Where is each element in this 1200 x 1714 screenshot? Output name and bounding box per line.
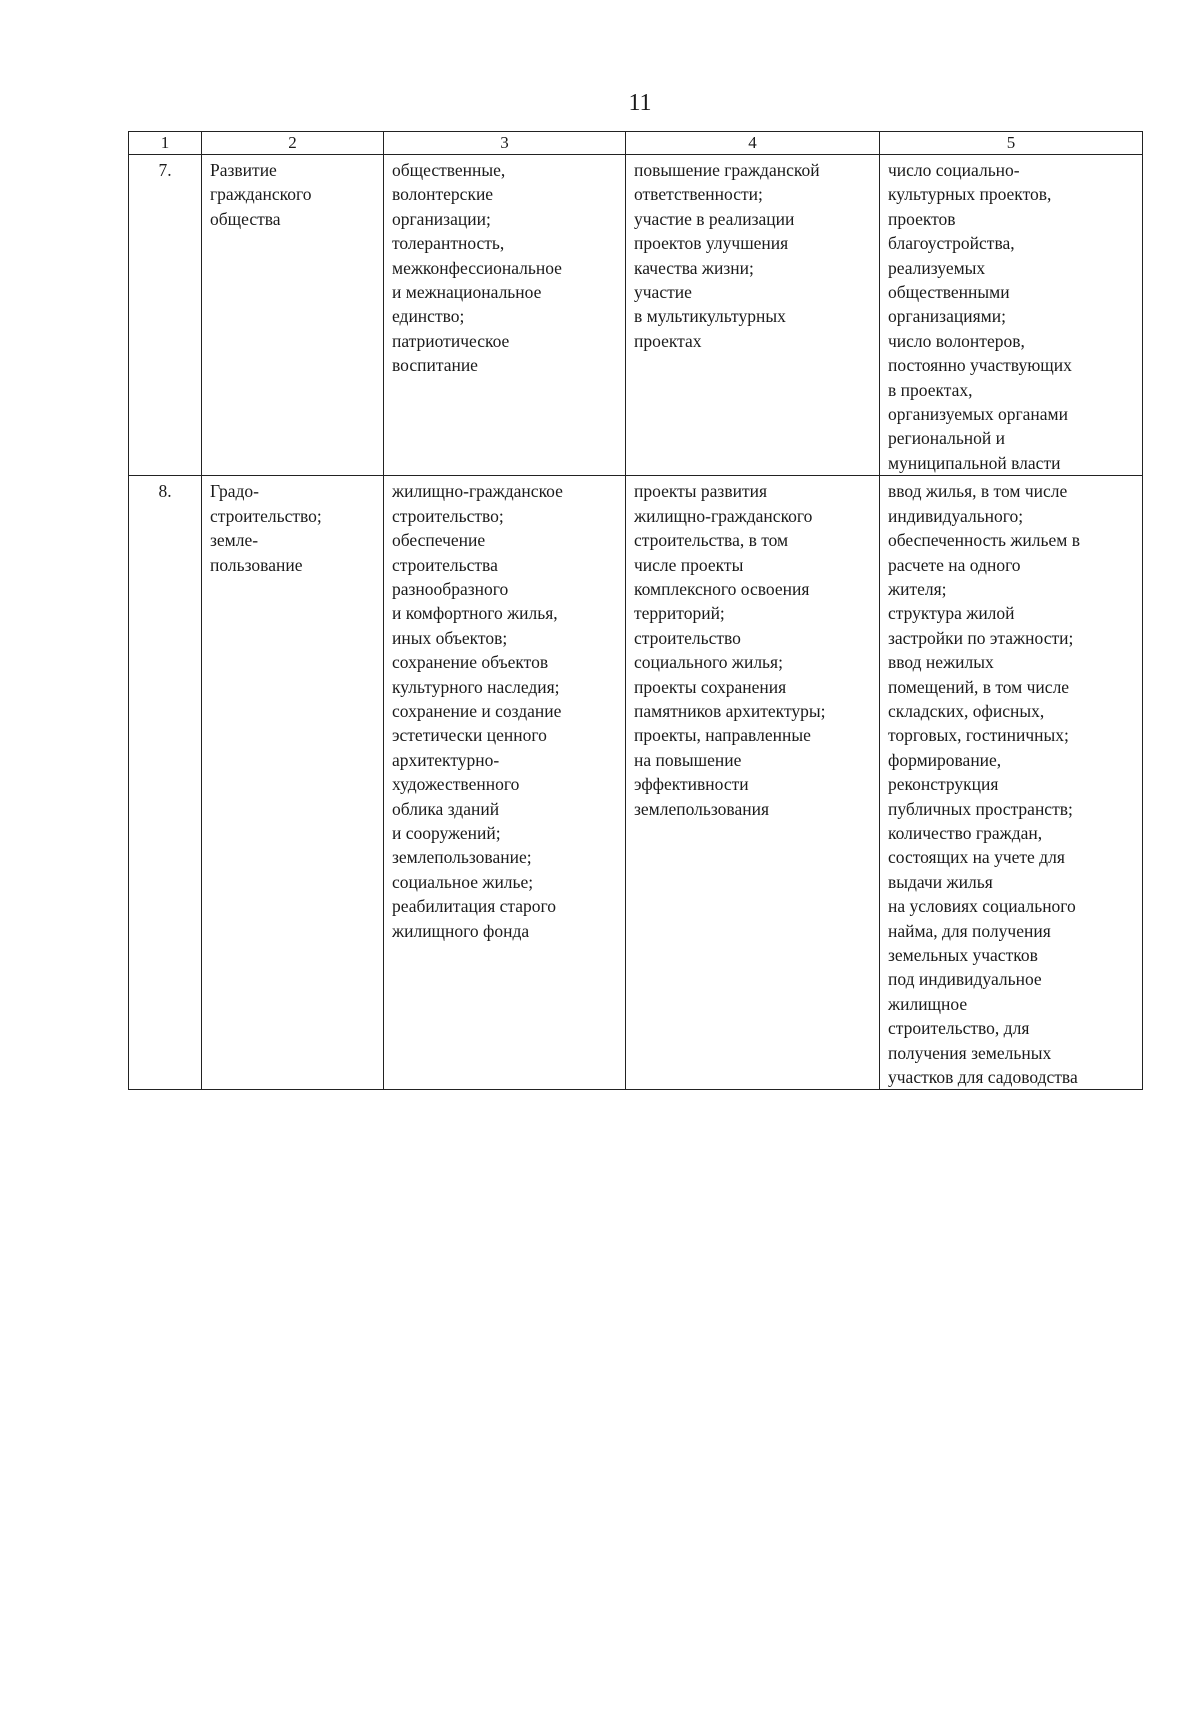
cell-text-line: обеспеченность жильем в — [888, 530, 1080, 551]
cell-text-line: проекты сохранения — [634, 676, 787, 697]
cell-text-line: публичных пространств; — [888, 798, 1073, 819]
cell-text-line: реализуемых — [888, 257, 986, 278]
cell-text-line: социального жилья; — [634, 652, 783, 673]
page-number: 11 — [628, 90, 652, 116]
cell-text-line: реконструкция — [888, 774, 999, 795]
cell-text-line: получения земельных — [888, 1042, 1052, 1063]
cell-text-line: формирование, — [888, 749, 1002, 770]
cell-text-line: Развитие — [210, 160, 277, 180]
cell-text-line: числе проекты — [634, 554, 744, 575]
cell-text-line: постоянно участвующих — [888, 355, 1072, 376]
column-header-2: 2 — [202, 132, 384, 155]
cell-text-line: пользование — [210, 554, 303, 575]
cell-text-line: волонтерские — [392, 184, 494, 205]
cell-text-line: помещений, в том числе — [888, 676, 1070, 697]
cell-text-line: обеспечение — [392, 530, 486, 551]
column-header-1: 1 — [129, 132, 202, 155]
cell-text-line: участие в реализации — [634, 208, 795, 229]
cell-text-line: земельных участков — [888, 945, 1038, 965]
cell-text-line: землепользования — [634, 798, 769, 819]
cell-text-line: организации; — [392, 208, 491, 229]
cell-text-line: строительство; — [210, 505, 322, 526]
cell-text-line: участие — [634, 282, 692, 303]
cell-text-line: социальное жилье; — [392, 871, 534, 892]
cell-text-line: сохранение и создание — [392, 700, 562, 721]
cell-text-line: иных объектов; — [392, 627, 508, 648]
cell-text-line: общественными — [888, 282, 1010, 303]
row-number-cell: 7. — [129, 155, 202, 476]
cell-text-line: толерантность, — [392, 233, 505, 254]
components-cell — [384, 476, 626, 1090]
cell-text-line: эстетически ценного — [392, 725, 547, 746]
cell-text-line: повышение гражданской — [634, 160, 820, 180]
cell-text-line: муниципальной власти — [888, 452, 1061, 473]
data-table — [128, 131, 1143, 1090]
cell-text-line: участков для садоводства — [888, 1067, 1078, 1088]
area-cell — [202, 155, 384, 476]
cell-text-line: выдачи жилья — [888, 871, 993, 892]
header-row — [129, 132, 1143, 155]
projects-cell — [626, 155, 880, 476]
cell-text-line: художественного — [392, 774, 520, 795]
cell-text-line: общества — [210, 208, 281, 229]
cell-text-line: строительства, в том — [634, 530, 789, 551]
cell-text-line: на условиях социального — [888, 896, 1076, 917]
cell-text-line: гражданского — [210, 184, 312, 205]
column-header-5: 5 — [880, 132, 1143, 155]
indicators-cell — [880, 476, 1143, 1090]
column-header-4: 4 — [626, 132, 880, 155]
components-cell — [384, 155, 626, 476]
cell-text-line: общественные, — [392, 160, 506, 180]
cell-text-line: жилищно-гражданское — [392, 481, 563, 502]
projects-cell — [626, 476, 880, 1090]
cell-text-line: проектах — [634, 330, 702, 351]
cell-text-line: строительство — [634, 627, 741, 648]
cell-text-line: земле- — [210, 530, 259, 551]
cell-text-line: в мультикультурных — [634, 306, 786, 327]
cell-text-line: в проектах, — [888, 379, 973, 400]
cell-text-line: единство; — [392, 306, 465, 327]
cell-text-line: под индивидуальное — [888, 969, 1042, 990]
cell-text-line: ввод нежилых — [888, 652, 994, 673]
cell-text-line: реабилитация старого — [392, 896, 557, 917]
cell-text-line: облика зданий — [392, 798, 500, 819]
cell-text-line: количество граждан, — [888, 822, 1043, 843]
column-header-3: 3 — [384, 132, 626, 155]
cell-text-line: Градо- — [210, 481, 260, 502]
cell-text-line: и комфортного жилья, — [392, 603, 558, 624]
cell-text-line: торговых, гостиничных; — [888, 725, 1069, 746]
row-number-cell: 8. — [129, 476, 202, 1090]
indicators-cell — [880, 155, 1143, 476]
cell-text-line: структура жилой — [888, 603, 1015, 624]
cell-text-line: проектов улучшения — [634, 233, 789, 254]
cell-text-line: проектов — [888, 208, 956, 229]
cell-text-line: индивидуального; — [888, 505, 1024, 526]
cell-text-line: организуемых органами — [888, 404, 1068, 425]
cell-text-line: территорий; — [634, 603, 725, 624]
cell-text-line: культурного наследия; — [392, 676, 560, 697]
cell-text-line: и сооружений; — [392, 822, 501, 843]
cell-text-line: землепользование; — [392, 847, 532, 868]
cell-text-line: на повышение — [634, 749, 742, 770]
cell-text-line: ввод жилья, в том числе — [888, 481, 1068, 502]
cell-text-line: памятников архитектуры; — [634, 700, 826, 721]
cell-text-line: проекты развития — [634, 481, 768, 502]
cell-text-line: региональной и — [888, 428, 1006, 449]
cell-text-line: комплексного освоения — [634, 578, 810, 599]
cell-text-line: проекты, направленные — [634, 725, 811, 746]
cell-text-line: жилищного фонда — [392, 920, 530, 941]
cell-text-line: патриотическое — [392, 330, 510, 351]
cell-text-line: жилищно-гражданского — [634, 505, 813, 526]
table-row — [129, 476, 1143, 1090]
cell-text-line: число волонтеров, — [888, 330, 1025, 351]
cell-text-line: найма, для получения — [888, 920, 1051, 941]
cell-text-line: межконфессиональное — [392, 257, 562, 278]
cell-text-line: благоустройства, — [888, 233, 1015, 254]
cell-text-line: жителя; — [888, 578, 947, 599]
cell-text-line: строительство, для — [888, 1018, 1030, 1039]
cell-text-line: ответственности; — [634, 184, 763, 205]
cell-text-line: культурных проектов, — [888, 184, 1052, 205]
cell-text-line: качества жизни; — [634, 257, 754, 278]
cell-text-line: и межнациональное — [392, 282, 542, 303]
area-cell — [202, 476, 384, 1090]
cell-text-line: строительства — [392, 554, 498, 575]
cell-text-line: состоящих на учете для — [888, 847, 1065, 868]
cell-text-line: строительство; — [392, 505, 504, 526]
cell-text-line: эффективности — [634, 774, 749, 795]
table-row — [129, 155, 1143, 476]
cell-text-line: жилищное — [888, 993, 968, 1014]
cell-text-line: разнообразного — [392, 578, 509, 599]
cell-text-line: число социально- — [888, 160, 1020, 180]
cell-text-line: расчете на одного — [888, 554, 1021, 575]
cell-text-line: застройки по этажности; — [888, 627, 1074, 648]
cell-text-line: складских, офисных, — [888, 700, 1045, 721]
cell-text-line: сохранение объектов — [392, 652, 549, 673]
cell-text-line: воспитание — [392, 355, 478, 376]
cell-text-line: архитектурно- — [392, 749, 500, 770]
cell-text-line: организациями; — [888, 306, 1006, 327]
